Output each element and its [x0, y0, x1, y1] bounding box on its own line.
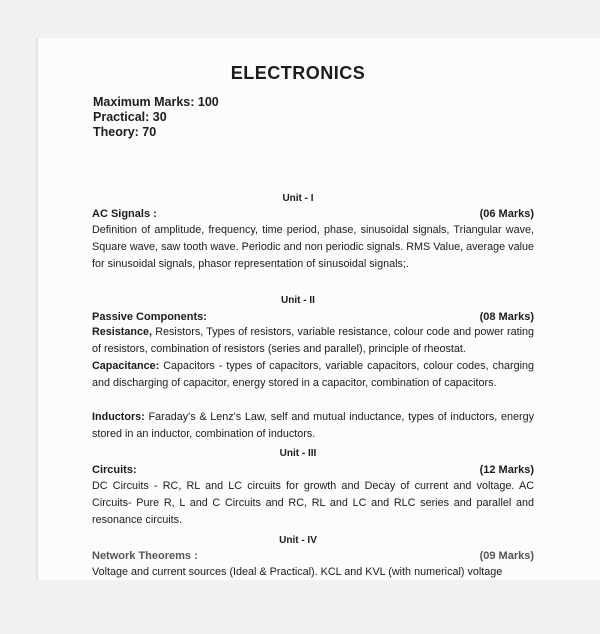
marks-summary [93, 95, 219, 140]
section-marks: (09 Marks) [479, 550, 534, 562]
document-title: ELECTRONICS [230, 63, 366, 83]
section-title: Circuits: [92, 464, 137, 476]
paragraph-lead: Resistance, [92, 326, 153, 338]
section-title: Network Theorems : [92, 550, 198, 562]
section-paragraph [92, 358, 534, 392]
section-header [92, 550, 534, 564]
paragraph-text: Definition of amplitude, frequency, time period, phase, sinusoidal signals, Triangular wave, Square wave, saw tooth wave. Periodic and non periodic signals. RMS Value, average value for sinusoidal signals, phasor representation of sinusoidal signals;. [92, 224, 534, 270]
section-paragraph [92, 564, 534, 580]
paragraph-text: DC Circuits - RC, RL and LC circuits for growth and Decay of current and voltage. AC Circuits- Pure R, L and C Circuits and RC, RL and LC and RLC series and parallel and resonance circuits. [92, 480, 534, 526]
unit-heading: Unit - III [279, 448, 317, 459]
paragraph-lead: Inductors: [92, 411, 145, 423]
section-header [92, 311, 534, 325]
paragraph-text: Resistors, Types of resistors, variable resistance, colour code and power rating of resistors, combination of resistors (series and parallel), principle of rheostat. [92, 326, 534, 355]
unit-heading: Unit - I [282, 193, 314, 204]
unit-heading: Unit - II [281, 295, 315, 306]
paragraph-text: Capacitors - types of capacitors, variable capacitors, colour codes, charging and discharging of capacitor, energy stored in a capacitor, combination of capacitors. [92, 360, 534, 389]
theory-marks: Theory: 70 [93, 125, 157, 139]
section-paragraph [92, 478, 534, 529]
section-paragraph [92, 409, 534, 443]
section-header [92, 208, 534, 222]
section-title: Passive Components: [92, 311, 207, 323]
section-marks: (06 Marks) [479, 208, 534, 220]
paragraph-lead: Capacitance: [92, 360, 160, 372]
section-header [92, 464, 534, 478]
unit-heading: Unit - IV [279, 535, 317, 546]
document-page [36, 38, 600, 580]
section-paragraph [92, 324, 534, 358]
practical-marks: Practical: 30 [93, 110, 167, 124]
maximum-marks: Maximum Marks: 100 [93, 95, 219, 109]
section-title: AC Signals : [92, 208, 157, 220]
paragraph-text: Faraday's & Lenz's Law, self and mutual inductance, types of inductors, energy stored in an inductor, combination of inductors. [92, 411, 534, 440]
paragraph-text: Voltage and current sources (Ideal & Practical). KCL and KVL (with numerical) voltage [92, 566, 503, 578]
page-edge [36, 38, 39, 580]
section-paragraph [92, 222, 534, 273]
section-marks: (12 Marks) [479, 464, 534, 476]
section-marks: (08 Marks) [479, 311, 534, 323]
